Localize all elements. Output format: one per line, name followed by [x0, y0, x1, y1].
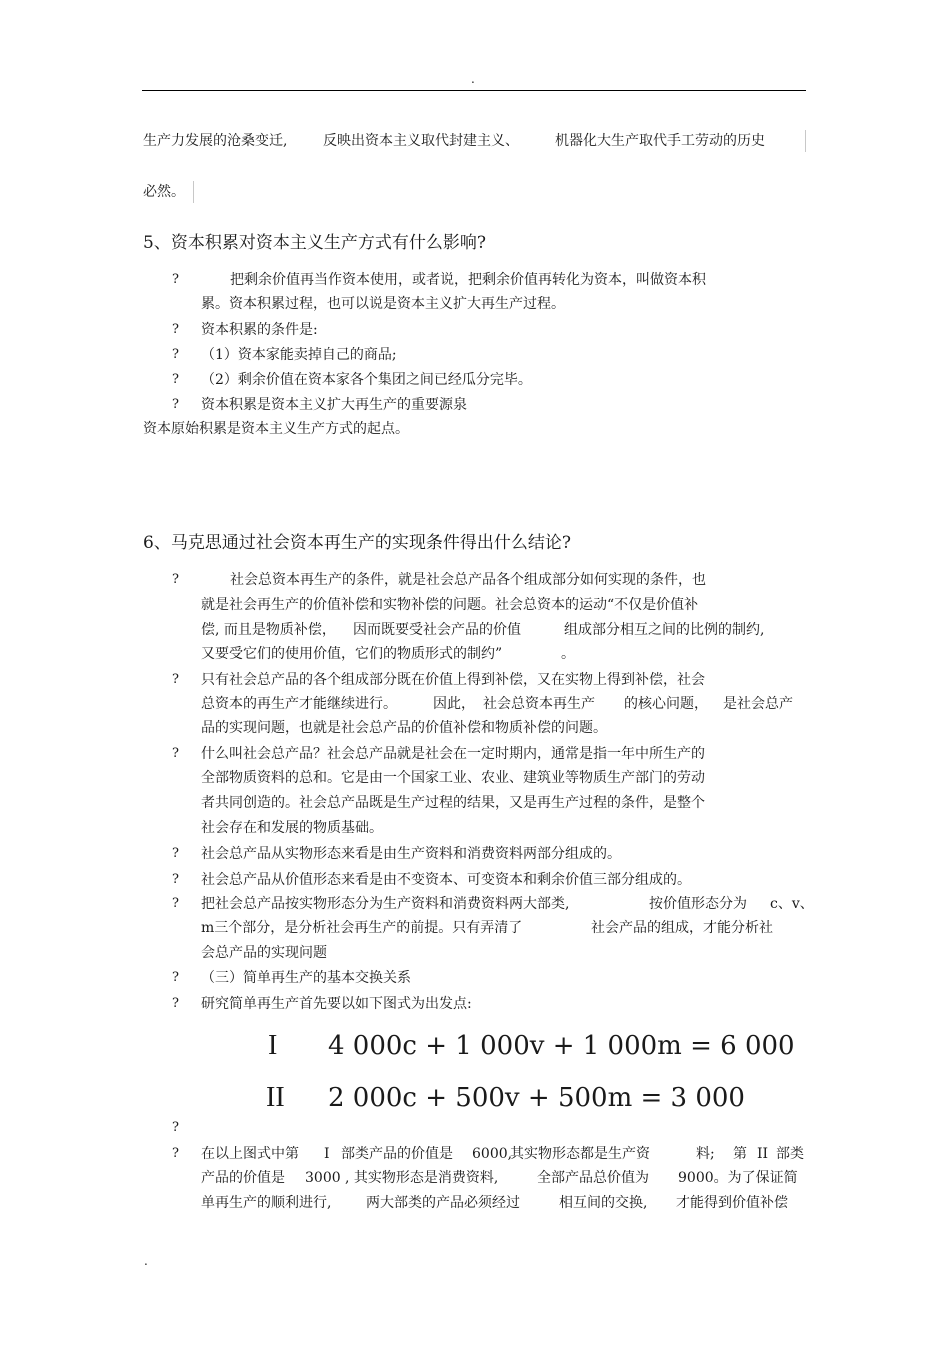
- s6-p6-line: 社会产品的组成，才能分析社: [591, 920, 773, 936]
- s5-item: 资本积累的条件是:: [201, 322, 318, 338]
- s6-p2-line: 只有社会总产品的各个组成部分既在价值上得到补偿，又在实物上得到补偿，社会: [201, 672, 705, 688]
- s6-p3-line: 社会存在和发展的物质基础。: [201, 820, 383, 836]
- bullet: ?: [172, 746, 179, 761]
- s6-p10-part: 其实物形态都是生产资: [510, 1146, 650, 1162]
- intro-line1-c: 机器化大生产取代手工劳动的历史: [555, 133, 765, 149]
- s6-p2-line: 是社会总产: [723, 696, 793, 712]
- s6-p1-line: 就是社会再生产的价值补偿和实物补偿的问题。社会总资本的运动“不仅是价值补: [201, 597, 699, 613]
- bullet: ?: [172, 272, 179, 287]
- bullet: ?: [172, 322, 179, 337]
- s5-item: 累。资本积累过程，也可以说是资本主义扩大再生产过程。: [201, 296, 565, 312]
- s6-p3-line: 全部物质资料的总和。它是由一个国家工业、农业、建筑业等物质生产部门的劳动: [201, 770, 705, 786]
- header-rule: [142, 90, 806, 91]
- s6-p2-line: 总资本的再生产才能继续进行。: [201, 696, 397, 712]
- s6-p10-part: II: [757, 1146, 769, 1162]
- s6-p8: 研究简单再生产首先要以如下图式为出发点:: [201, 996, 472, 1012]
- bullet: ?: [172, 1120, 179, 1135]
- s6-p2-line: 的核心问题，: [624, 696, 708, 712]
- margin-tick: [193, 181, 194, 203]
- s6-p10-part: 部类: [776, 1146, 804, 1162]
- section5-heading: 5、资本积累对资本主义生产方式有什么影响?: [143, 233, 486, 253]
- section6-heading: 6、马克思通过社会资本再生产的实现条件得出什么结论?: [143, 533, 571, 553]
- s5-tail: 资本原始积累是资本主义生产方式的起点。: [143, 421, 409, 437]
- bullet: ?: [172, 970, 179, 985]
- formula-row2-expr: 2 000c + 500v + 500m = 3 000: [328, 1083, 745, 1113]
- formula-row1-label: I: [268, 1030, 278, 1061]
- s6-p1-line: 偿, 而且是物质补偿，: [201, 622, 336, 638]
- bullet: ?: [172, 347, 179, 362]
- s6-p10-part: 料;: [696, 1146, 715, 1162]
- s6-p10-part: 产品的价值是: [201, 1170, 285, 1186]
- formula-row1-expr: 4 000c + 1 000v + 1 000m = 6 000: [328, 1031, 795, 1061]
- s6-p7: （三）简单再生产的基本交换关系: [201, 970, 411, 986]
- margin-tick: [805, 130, 806, 152]
- bullet: ?: [172, 572, 179, 587]
- intro-line1-b: 反映出资本主义取代封建主义、: [323, 133, 519, 149]
- s6-p10-part: 单再生产的顺利进行,: [201, 1195, 332, 1211]
- bullet: ?: [172, 397, 179, 412]
- s6-p3-line: 者共同创造的。社会总产品既是生产过程的结果，又是再生产过程的条件，是整个: [201, 795, 705, 811]
- bullet: ?: [172, 672, 179, 687]
- s6-p2-line: 品的实现问题，也就是社会总产品的价值补偿和物质补偿的问题。: [201, 720, 607, 736]
- s5-item: 资本积累是资本主义扩大再生产的重要源泉: [201, 397, 467, 413]
- s6-p10-part: 6000,: [472, 1146, 513, 1162]
- s6-p6-line: 会总产品的实现问题: [201, 945, 327, 961]
- s6-p10-part: 9000。为了保证简: [678, 1170, 798, 1186]
- s6-p10-part: 相互间的交换,: [559, 1195, 648, 1211]
- formula-row2-label: II: [266, 1082, 285, 1113]
- s6-p1-line: 因而既要受社会产品的价值: [353, 622, 521, 638]
- s6-p4: 社会总产品从实物形态来看是由生产资料和消费资料两部分组成的。: [201, 846, 621, 862]
- bullet: ?: [172, 1146, 179, 1161]
- s6-p1-line: 社会总资本再生产的条件，就是社会总产品各个组成部分如何实现的条件，也: [230, 572, 706, 588]
- s6-p6-line: c、v、: [770, 896, 814, 912]
- s6-p10-part: 全部产品总价值为: [537, 1170, 649, 1186]
- s6-p1-line: 又要受它们的使用价值，它们的物质形式的制约”: [201, 646, 503, 662]
- s6-p2-line: 社会总资本再生产: [483, 696, 595, 712]
- s6-p6-line: 把社会总产品按实物形态分为生产资料和消费资料两大部类,: [201, 896, 570, 912]
- footer-mark: .: [144, 1254, 148, 1268]
- s6-p6-line: 按价值形态分为: [649, 896, 747, 912]
- s6-p10-part: 两大部类的产品必须经过: [366, 1195, 520, 1211]
- s6-p1-line: 。: [561, 646, 575, 662]
- s6-p10-part: 才能得到价值补偿: [676, 1195, 788, 1211]
- s5-item: （2）剩余价值在资本家各个集团之间已经瓜分完毕。: [201, 372, 532, 388]
- intro-line1-a: 生产力发展的沧桑变迁,: [143, 133, 288, 149]
- s5-item: （1）资本家能卖掉自己的商品;: [201, 347, 397, 363]
- s6-p3-line: 什么叫社会总产品？社会总产品就是社会在一定时期内，通常是指一年中所生产的: [201, 746, 705, 762]
- intro-line2: 必然。: [143, 184, 185, 200]
- bullet: ?: [172, 996, 179, 1011]
- s6-p10-part: 在以上图式中第: [201, 1146, 299, 1162]
- s6-p10-part: 3000: [305, 1170, 341, 1186]
- s6-p10-part: 第: [733, 1146, 747, 1162]
- bullet: ?: [172, 372, 179, 387]
- s6-p2-line: 因此，: [433, 696, 475, 712]
- s6-p1-line: 组成部分相互之间的比例的制约,: [564, 622, 765, 638]
- s6-p10-part: 部类产品的价值是: [341, 1146, 453, 1162]
- header-mark: .: [471, 72, 475, 86]
- s6-p6-line: m三个部分，是分析社会再生产的前提。只有弄清了: [201, 920, 523, 936]
- s5-item: 把剩余价值再当作资本使用，或者说，把剩余价值再转化为资本，叫做资本积: [230, 272, 706, 288]
- s6-p10-part: , 其实物形态是消费资料,: [345, 1170, 499, 1186]
- bullet: ?: [172, 846, 179, 861]
- s6-p5: 社会总产品从价值形态来看是由不变资本、可变资本和剩余价值三部分组成的。: [201, 872, 691, 888]
- s6-p10-part: I: [324, 1146, 330, 1162]
- bullet: ?: [172, 896, 179, 911]
- bullet: ?: [172, 872, 179, 887]
